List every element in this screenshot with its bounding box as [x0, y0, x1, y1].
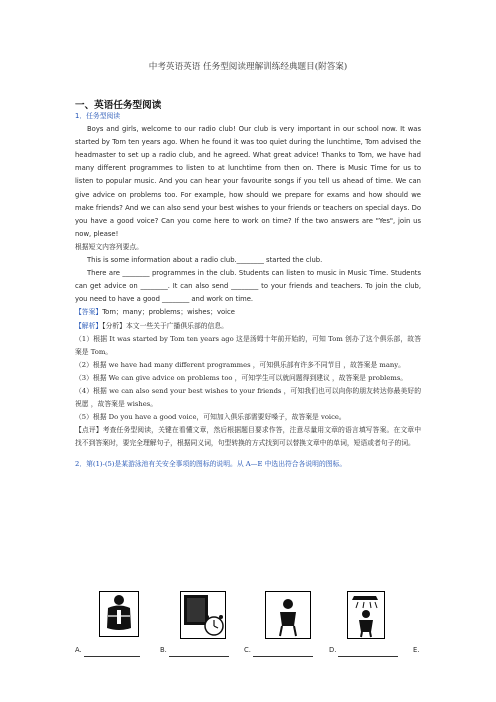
page-title: 中考英语英语 任务型阅读理解训练经典题目(附答案) [148, 62, 348, 72]
answer-line [75, 306, 421, 319]
analysis-point-5: （5）根据 Do you have a good voice，可知加入俱乐部需要好嗓子，故答案是 voice。 [75, 413, 346, 422]
analysis-point-3: （3）根据 We can give advice on problems too ，可知学生可以就问题得到建议 ，故答案是 problems。 [75, 373, 408, 382]
option-d-blank [338, 656, 398, 657]
option-c-label: C. [244, 646, 251, 654]
answer-text: Tom；many；problems；wishes；voice [102, 308, 235, 317]
analysis-tag: 【解析】 [75, 321, 103, 330]
icon-shower-picture [347, 591, 385, 639]
option-a-label: A. [75, 646, 82, 654]
option-b-blank [169, 656, 229, 657]
answer-tag: 【答案】 [75, 308, 103, 317]
option-b-label: B. [160, 646, 167, 654]
instruction-text: 根据短文内容列要点。 [75, 242, 143, 251]
summary-line-2: There are ________ programmes in the club. Students can listen to music in Music Time. Students can get advice on ________. It can also send ________ to your friends and teachers. To join the club, you need to have a good ________ and work on time. [75, 269, 421, 304]
icon-no-diving-picture [265, 591, 311, 639]
analysis-point-2: （2）根据 we have had many different programmes ，可知俱乐部有许多不同节目 ，故答案是 many。 [75, 360, 405, 369]
option-d-label: D. [329, 646, 337, 654]
analysis-line [75, 320, 421, 333]
question-1-label: 1．任务型阅读 [75, 112, 121, 120]
section-heading: 一、英语任务型阅读 [75, 100, 162, 111]
question-2-stem [75, 458, 421, 471]
analysis-point-1: （1）根据 It was started by Tom ten years ago 这是汤姆十年前开始的，可知 Tom 创办了这个俱乐部，故答案是 Tom。 [75, 334, 421, 356]
option-a-blank [84, 656, 140, 657]
question-1-block [75, 110, 421, 472]
comment-text: 【点评】考查任务型阅读，关键在看懂文章，然后根据题目要求作答，注意尽量用文章的语言填写答案。在文章中找不到答案时，要完全理解句子，根据同义词，句型转换的方式找到可以替换文章中的单词，短语或者句子的词。 [75, 426, 421, 448]
person-warning-icon [266, 592, 310, 638]
shower-icon [348, 592, 384, 638]
summary-line-1: This is some information about a radio club.________ started the club. [87, 256, 323, 265]
option-c-blank [253, 656, 313, 657]
icon-life-vest-picture [99, 591, 139, 637]
analysis-point-4: （4）根据 we can also send your best wishes to your friends ，可知我们也可以向你的朋友转达你最美好的祝愿 ，故答案是 wishes。 [75, 386, 421, 409]
passage-paragraph: Boys and girls, welcome to our radio club! Our club is very important in our school now. It was started by Tom ten years ago. When he found it was too quiet during the lunchtime, Tom advised the headmaster to set up a radio club, and he agreed. What great advice! Thanks to Tom, we have had many different programmes to listen to at lunchtime from then on. There is Music Time for us to listen to popular music. And you can hear your favourite songs if you tell us ahead of time. We can give advice on problems too. For example, how should we prepare for exams and how should we make friends? And we can also send your best wishes to your friends or teachers on special days. Do you have a good voice? Can you come here to work on time? If the two answers are "Yes", join us now, please! [75, 125, 421, 238]
question-2-text: 2．第(1)-(5)是某游泳池有关安全事项的图标的说明。从 A—E 中选出符合各说明的图标。 [75, 460, 347, 469]
option-e-label: E. [413, 646, 420, 654]
icon-clock-picture [180, 591, 226, 639]
analysis-intro: 【分析】本文一些关于广播俱乐部的信息。 [102, 321, 228, 330]
life-vest-icon [100, 592, 138, 636]
clock-icon [181, 592, 225, 638]
